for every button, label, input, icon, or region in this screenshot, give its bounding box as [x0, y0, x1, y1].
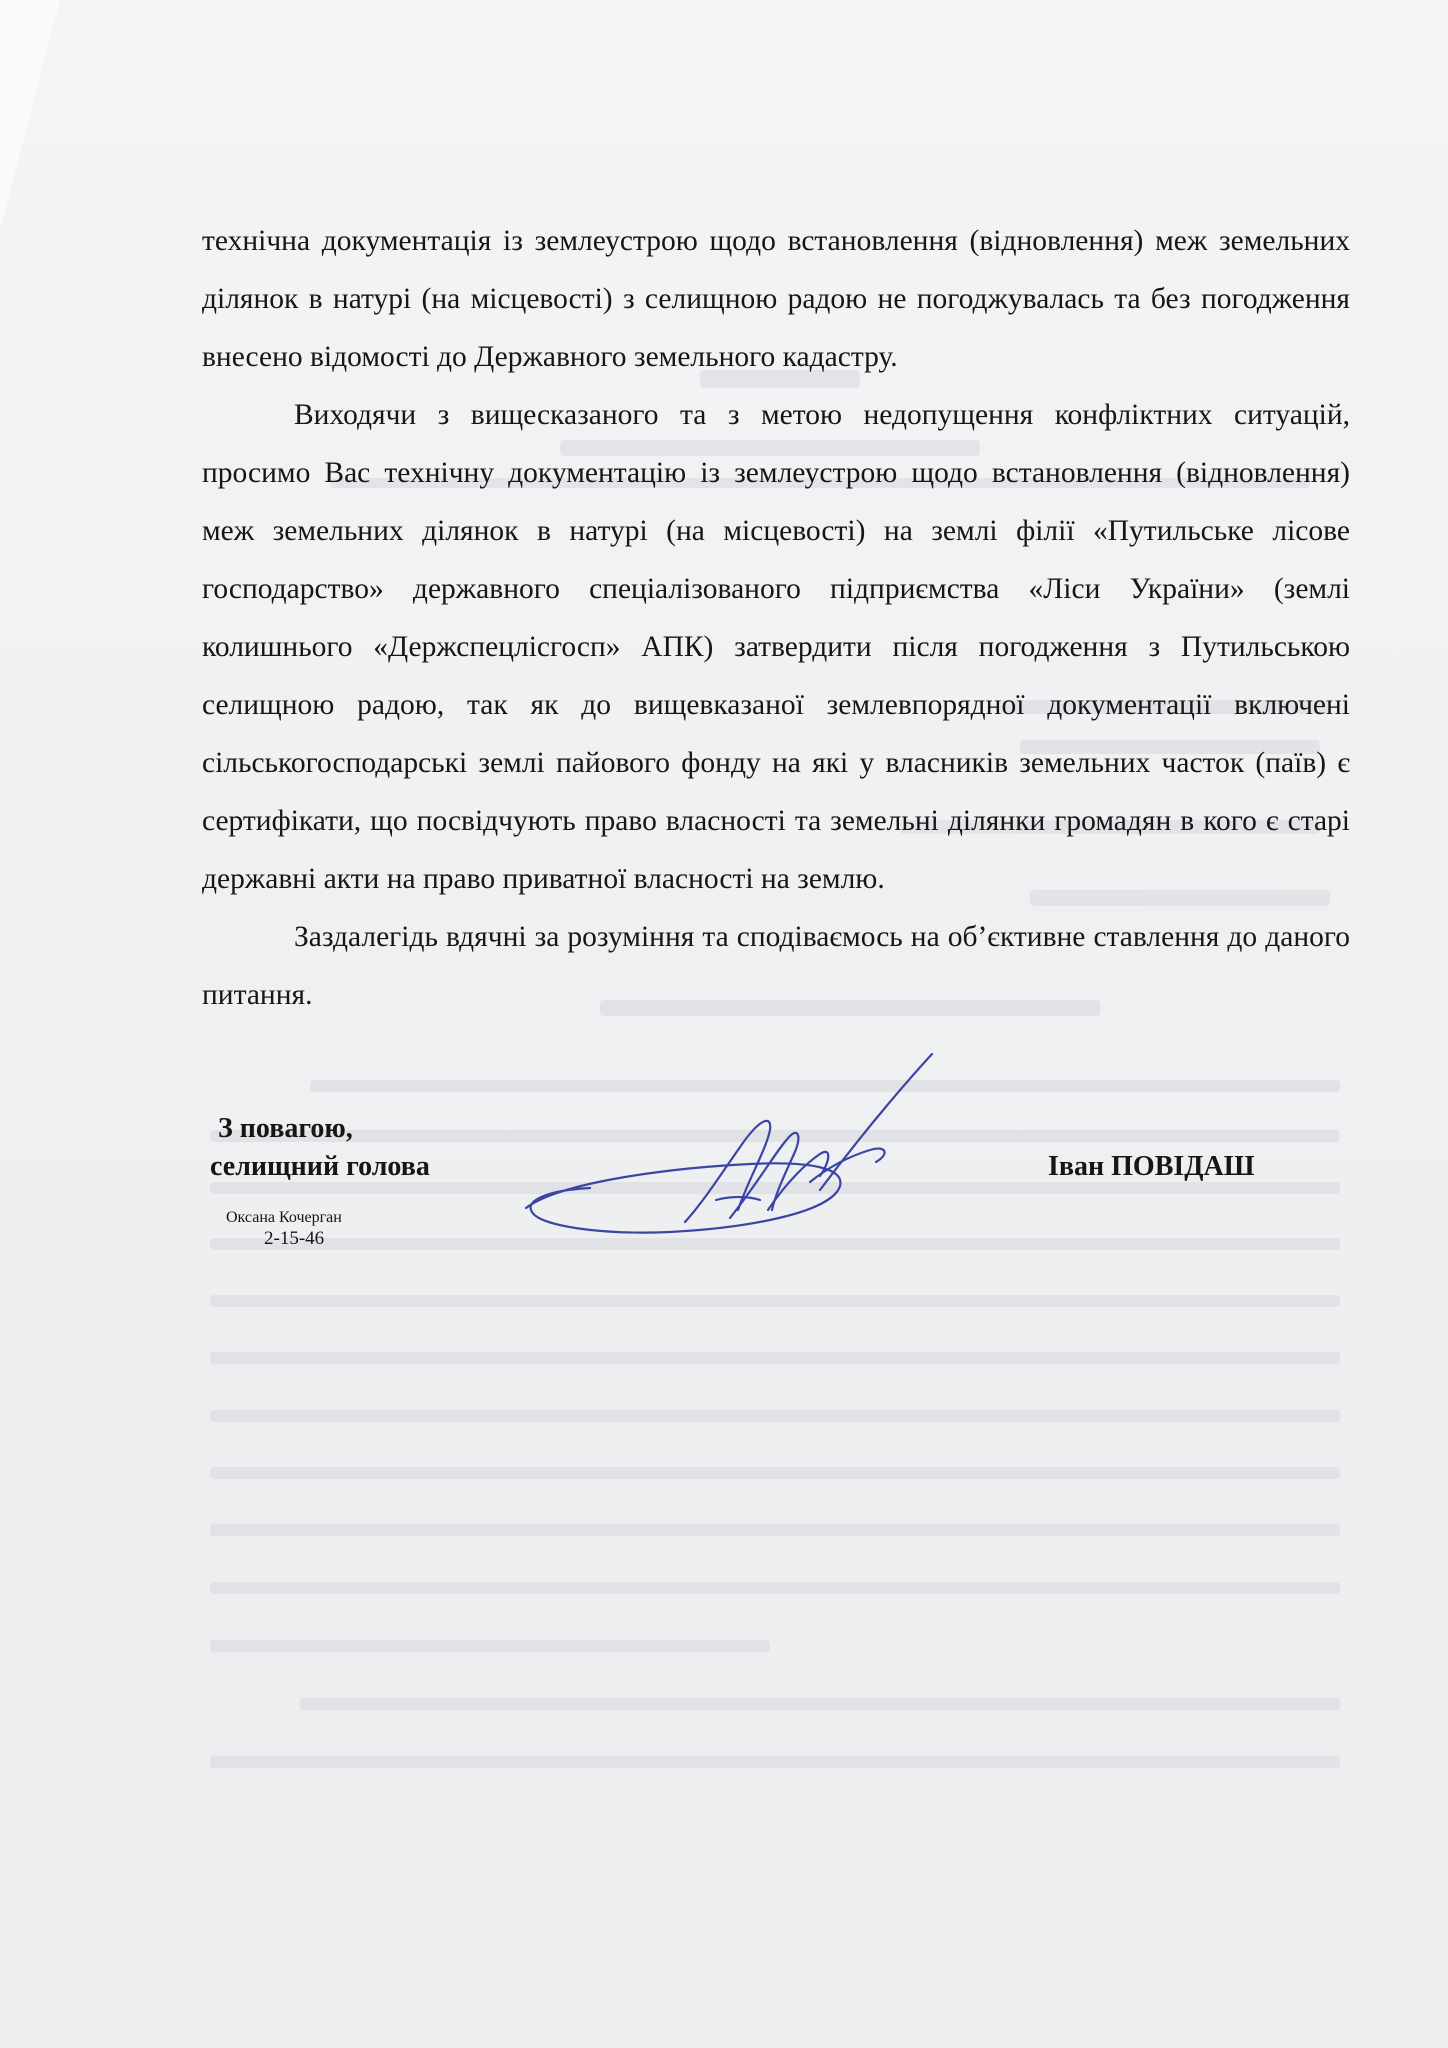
closing-block [210, 1110, 430, 1186]
executor-name: Оксана Кочерган [226, 1209, 342, 1226]
paragraph-1: технічна документація із землеустрою щодо встановлення (відновлення) меж земельних ділянок в натурі (на місцевості) з селищною радою не погоджувалась та без погодження внесено відомості до Державного земельного кадастру. [202, 225, 1350, 373]
handwritten-signature [520, 1050, 940, 1270]
executor-phone: 2-15-46 [264, 1228, 325, 1249]
signer-name: Іван ПОВІДАШ [1048, 1151, 1255, 1182]
paragraph-3: Заздалегідь вдячні за розуміння та сподіваємось на об’єктивне ставлення до даного питання. [202, 921, 1350, 1011]
signer-position: селищний голова [210, 1151, 430, 1182]
closing-regards: З повагою, [218, 1113, 353, 1144]
page-corner-fold [0, 0, 60, 230]
letter-body [202, 212, 1350, 1024]
paragraph-2: Виходячи з вищесказаного та з метою недопущення конфліктних ситуацій, просимо Вас технічну документацію із землеустрою щодо встановлення (відновлення) меж земельних ділянок в натурі (на місцевості) на землі філії «Путильське лісове господарство» державного спеціалізованого підприємства «Ліси України» (землі колишнього «Держспецлісгосп» АПК) затвердити після погодження з Путильською селищною радою, так як до вищевказаної землевпорядної документації включені сільськогосподарські землі пайового фонду на які у власників земельних часток (паїв) є сертифікати, що посвідчують право власності та земельні ділянки громадян в кого є старі державні акти на право приватної власності на землю. [202, 399, 1350, 895]
